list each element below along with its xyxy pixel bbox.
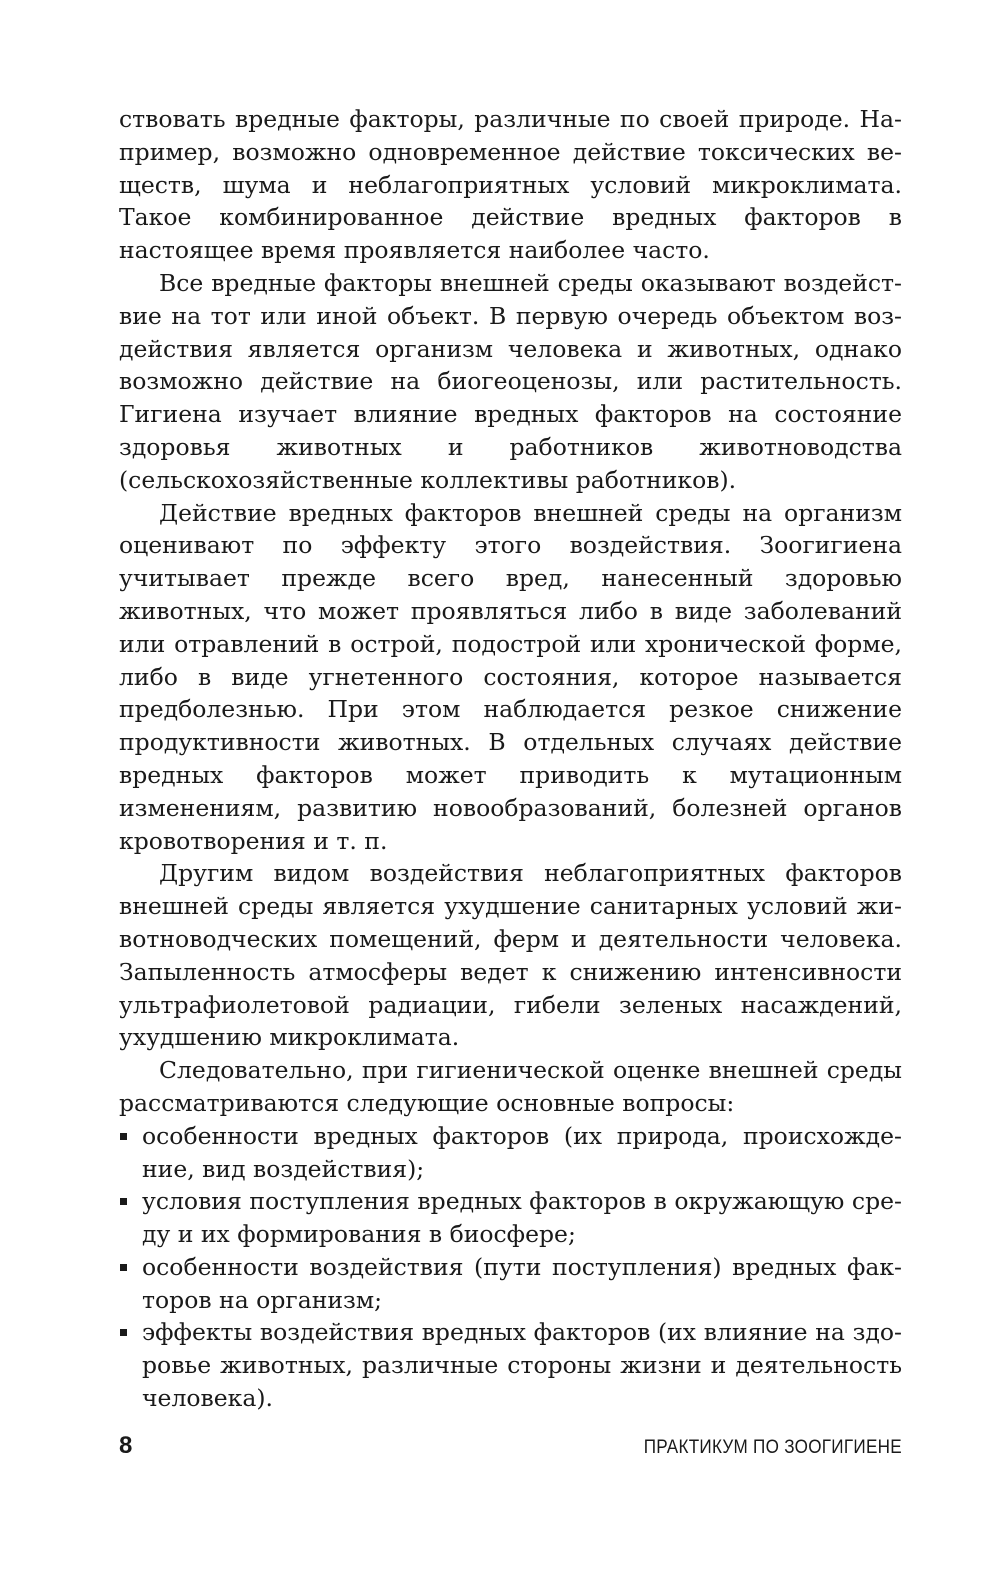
paragraph-sanitary-conditions: Другим видом воздействия неблагоприятных факторов внешней среды является ухудшение санитарных условий животноводческих помещений, ферм и деятельности человека. Запыленность атмосферы ведет к снижению интенсивности ультрафиолетовой радиации, гибели зеленых насаждений, ухудшению микроклимата.	[119, 859, 902, 1052]
square-bullet-icon	[120, 1198, 127, 1205]
paragraph-assessment-intro: Следовательно, при гигиенической оценке внешней среды рассматриваются следующие основные вопросы:	[119, 1056, 902, 1117]
paragraph-harmful-factors-objects: Все вредные факторы внешней среды оказывают воздействие на тот или иной объект. В первую очередь объектом воздействия является организм человека и животных, однако возможно действие на биогеоценозы, или растительность. Гигиена изучает влияние вредных факторов на состояние здоровья животных и работников животноводства (сельскохозяйственные коллективы работников).	[119, 268, 902, 494]
list-item-text: особенности вредных факторов (их природа, происхождение, вид воздействия);	[142, 1121, 902, 1183]
list-item	[142, 1185, 902, 1251]
list-item	[142, 1251, 902, 1317]
list-item	[142, 1316, 902, 1414]
paragraph-effect-on-organism: Действие вредных факторов внешней среды на организм оценивают по эффекту этого воздействия. Зоогигиена учитывает прежде всего вред, нанесенный здоровью животных, что может проявляться либо в виде заболеваний или отравлений в острой, подострой или хронической форме, либо в виде угнетенного состояния, которое называется предболезнью. При этом наблюдается резкое снижение продуктивности животных. В отдельных случаях действие вредных факторов может приводить к мутационным изменениям, развитию новообразований, болезней органов кровотворения и т. п.	[119, 498, 902, 855]
list-item-text: условия поступления вредных факторов в окружающую среду и их формирования в биосфере;	[142, 1187, 902, 1249]
body-text	[119, 103, 902, 1415]
page-footer	[119, 1432, 902, 1460]
list-item-text: особенности воздействия (пути поступления) вредных факторов на организм;	[142, 1252, 902, 1314]
square-bullet-icon	[120, 1264, 127, 1271]
list-item-text: эффекты воздействия вредных факторов (их влияние на здоровье животных, различные стороны жизни и деятельность человека).	[142, 1318, 902, 1413]
paragraph-continuation: ствовать вредные факторы, различные по своей природе. Например, возможно одновременное действие токсических веществ, шума и неблагоприятных условий микроклимата. Такое комбинированное действие вредных факторов в настоящее время проявляется наиболее часто.	[119, 105, 902, 265]
square-bullet-icon	[120, 1329, 127, 1336]
page-number: 8	[119, 1432, 133, 1459]
square-bullet-icon	[120, 1133, 127, 1140]
assessment-questions-list	[119, 1120, 902, 1415]
running-title: ПРАКТИКУМ ПО ЗООГИГИЕНЕ	[643, 1437, 902, 1458]
list-item	[142, 1120, 902, 1186]
